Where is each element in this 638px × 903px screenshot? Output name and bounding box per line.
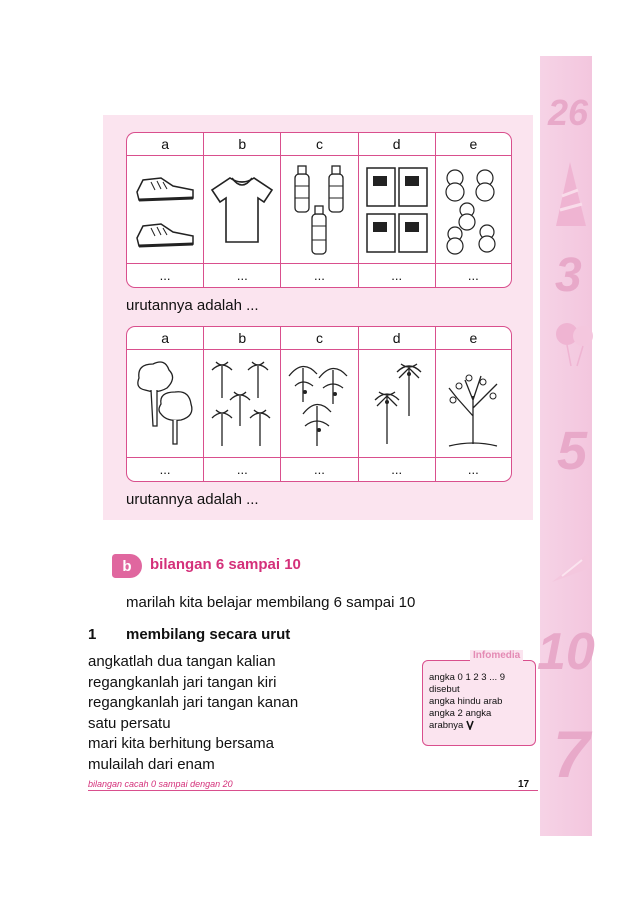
section-title: bilangan 6 sampai 10 bbox=[150, 556, 301, 573]
column-header-a: a bbox=[126, 326, 203, 350]
books-icon bbox=[363, 162, 431, 258]
answer-row-1 bbox=[126, 264, 512, 288]
column-header-c: c bbox=[280, 326, 357, 350]
poem-line: regangkanlah jari tangan kiri bbox=[88, 673, 277, 691]
column-header-d: d bbox=[358, 326, 435, 350]
cell-banana-plants bbox=[280, 350, 357, 458]
cell-books bbox=[358, 156, 435, 264]
shirt-icon bbox=[208, 170, 276, 250]
answer-blank-c[interactable]: ... bbox=[280, 264, 357, 288]
answer-blank-c[interactable]: ... bbox=[280, 458, 357, 482]
poem bbox=[88, 652, 298, 775]
column-header-e: e bbox=[435, 132, 512, 156]
seven-arabic-icon bbox=[466, 720, 474, 730]
infomedia-line: angka 0 1 2 3 ... 9 bbox=[429, 672, 506, 683]
side-number-26: 26 bbox=[548, 92, 589, 133]
answer-blank-d[interactable]: ... bbox=[358, 458, 435, 482]
subsection-title: membilang secara urut bbox=[126, 626, 291, 643]
instruction-1: urutannya adalah ... bbox=[126, 297, 259, 314]
teddy-bears-icon bbox=[439, 162, 507, 258]
cell-date-palms bbox=[358, 350, 435, 458]
column-header-b: b bbox=[203, 326, 280, 350]
footer-title: bilangan cacah 0 sampai dengan 20 bbox=[88, 779, 233, 789]
column-header-c: c bbox=[280, 132, 357, 156]
answer-blank-a[interactable]: ... bbox=[126, 264, 203, 288]
cell-fruit-tree bbox=[435, 350, 512, 458]
infomedia-line: angka 2 angka bbox=[429, 708, 492, 719]
section-badge: b bbox=[112, 554, 142, 578]
answer-blank-d[interactable]: ... bbox=[358, 264, 435, 288]
infomedia-line: arabnya bbox=[429, 720, 464, 731]
answer-row-2 bbox=[126, 458, 512, 482]
answer-blank-a[interactable]: ... bbox=[126, 458, 203, 482]
footer-divider bbox=[88, 790, 538, 791]
trees-icon bbox=[131, 356, 199, 452]
picture-row-1 bbox=[126, 156, 512, 264]
poem-line: regangkanlah jari tangan kanan bbox=[88, 694, 299, 711]
date-palms-icon bbox=[363, 356, 431, 452]
party-horn-icon bbox=[548, 548, 592, 588]
side-number-10: 10 bbox=[537, 623, 595, 681]
page-number: 17 bbox=[518, 779, 530, 790]
column-header-row-1 bbox=[126, 132, 512, 156]
side-number-5: 5 bbox=[557, 421, 588, 481]
column-header-b: b bbox=[203, 132, 280, 156]
subsection-number: 1 bbox=[88, 626, 97, 643]
column-header-a: a bbox=[126, 132, 203, 156]
side-number-7: 7 bbox=[553, 717, 590, 791]
banana-plants-icon bbox=[285, 356, 353, 452]
bottles-icon bbox=[285, 160, 353, 260]
instruction-2: urutannya adalah ... bbox=[126, 491, 259, 508]
answer-blank-b[interactable]: ... bbox=[203, 264, 280, 288]
column-header-row-2 bbox=[126, 326, 512, 350]
answer-blank-e[interactable]: ... bbox=[435, 458, 512, 482]
fruit-tree-icon bbox=[439, 356, 507, 452]
answer-blank-b[interactable]: ... bbox=[203, 458, 280, 482]
balloons-icon bbox=[553, 318, 597, 368]
poem-line: mari kita berhitung bersama bbox=[88, 735, 274, 752]
picture-row-2 bbox=[126, 350, 512, 458]
column-header-d: d bbox=[358, 132, 435, 156]
side-number-3: 3 bbox=[555, 249, 582, 302]
section-intro: marilah kita belajar membilang 6 sampai 10 bbox=[126, 594, 416, 611]
infomedia-label: Infomedia bbox=[470, 650, 523, 661]
cell-bottles bbox=[280, 156, 357, 264]
party-hat-icon bbox=[552, 160, 588, 230]
infomedia-line-last bbox=[429, 720, 529, 732]
cell-shoes bbox=[126, 156, 203, 264]
infomedia-text bbox=[429, 672, 529, 732]
poem-line: angkatlah dua tangan kalian bbox=[88, 653, 276, 670]
cell-teddy-bears bbox=[435, 156, 512, 264]
answer-blank-e[interactable]: ... bbox=[435, 264, 512, 288]
palm-trees-icon bbox=[208, 356, 276, 452]
cell-trees bbox=[126, 350, 203, 458]
shoes-icon bbox=[131, 162, 199, 258]
cell-palm-trees bbox=[203, 350, 280, 458]
poem-line: mulailah dari enam bbox=[88, 755, 215, 773]
column-header-e: e bbox=[435, 326, 512, 350]
poem-line: satu persatu bbox=[88, 714, 171, 732]
cell-shirt bbox=[203, 156, 280, 264]
infomedia-line: angka hindu arab bbox=[429, 696, 503, 707]
infomedia-line: disebut bbox=[429, 684, 460, 695]
